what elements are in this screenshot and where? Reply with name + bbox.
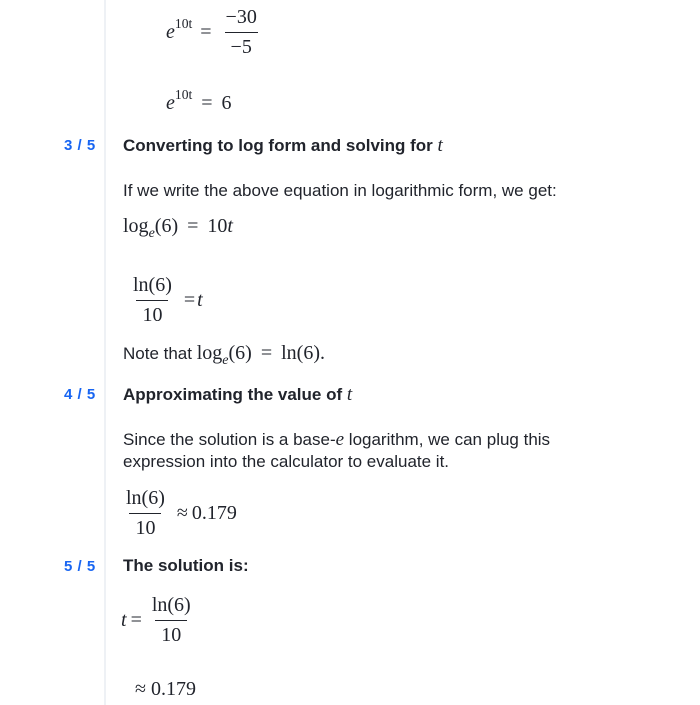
step-4-text: Since the solution is a base-e logarithm, we can plug this expression into the calculator to evaluate it. xyxy=(123,429,551,471)
equation-simplified: $e^{10t} = 6$ xyxy=(166,87,232,114)
step-3-text: If we write the above equation in logarithmic form, we get: xyxy=(123,181,557,200)
step-number-5: 5 / 5 xyxy=(64,558,96,575)
ln-fraction-equation: $\frac{\ln(6)}{10}$ = t xyxy=(133,274,203,326)
approx-equation: $\frac{\ln(6)}{10}$ ≈ 0.179 xyxy=(126,487,237,539)
solution-approx: ≈ 0.179 xyxy=(135,678,196,700)
eq-fraction: $\frac{-30}{-5}$ xyxy=(225,6,257,58)
eq-base: $e^{10t}$ xyxy=(166,16,193,43)
step-number-4: 4 / 5 xyxy=(64,386,96,403)
step-title-3: Converting to log form and solving for t xyxy=(123,135,443,156)
step-rail xyxy=(104,0,106,705)
solution-equation: t = $\frac{\ln(6)}{10}$ xyxy=(121,594,191,646)
step-title-5: The solution is: xyxy=(123,556,249,575)
step-3-note: Note that $\log_e(6) = \ln(6)$. xyxy=(123,342,326,368)
step-number-3: 3 / 5 xyxy=(64,137,96,154)
eq-rel: = xyxy=(200,21,212,43)
step-title-4: Approximating the value of t xyxy=(123,384,353,405)
equation-division xyxy=(166,6,263,59)
log-equation: $\log_e(6) = 10t$ xyxy=(123,215,233,241)
